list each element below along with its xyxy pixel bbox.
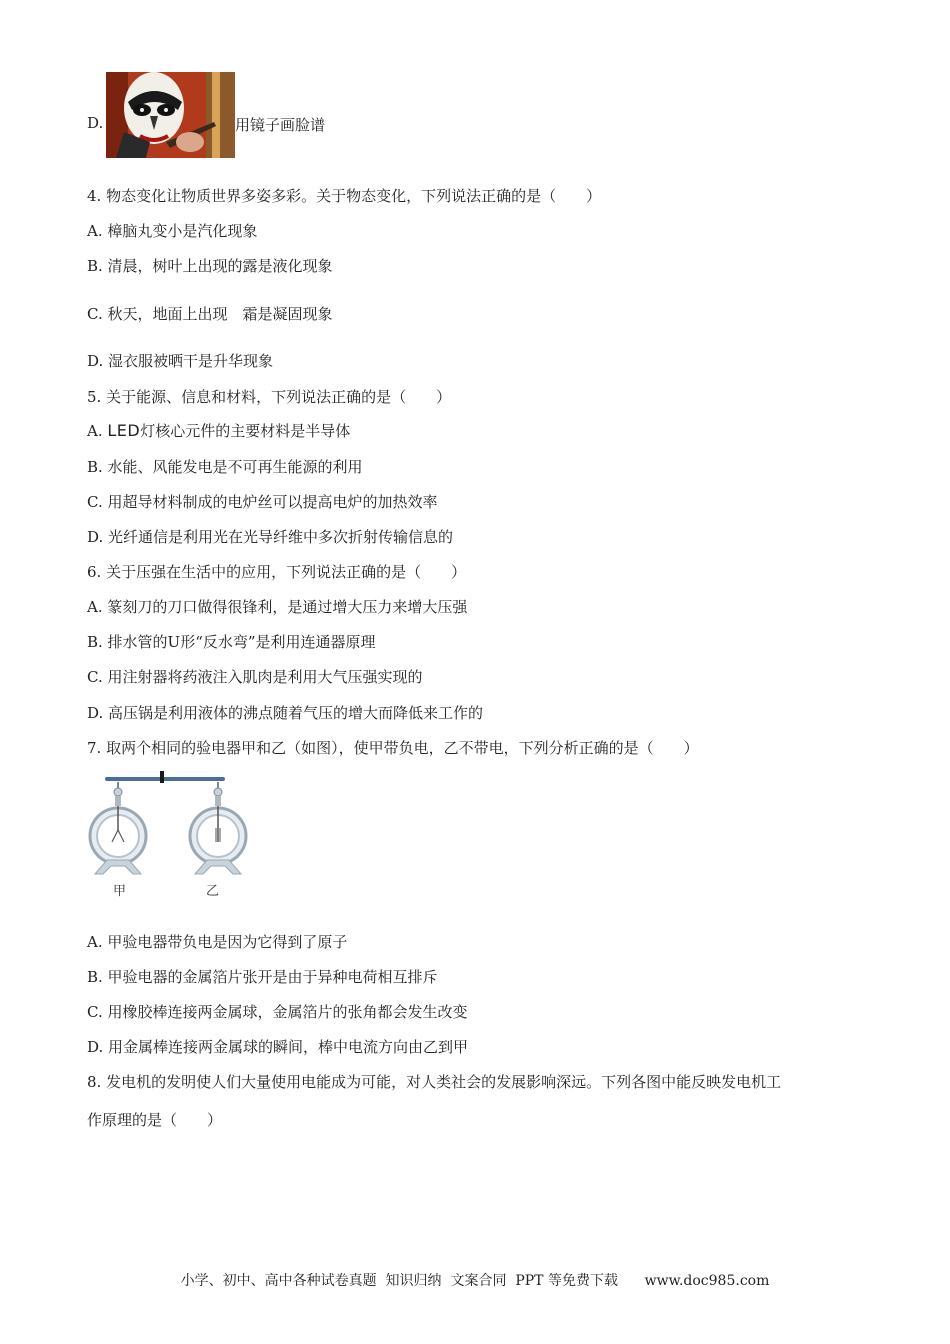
q4-option-c: C. 秋天，地面上出现 霜是凝固现象 xyxy=(87,305,333,323)
q5-stem: 5. 关于能源、信息和材料，下列说法正确的是（ ） xyxy=(87,388,452,406)
q7-option-a: A. 甲验电器带负电是因为它得到了原子 xyxy=(87,933,348,951)
electroscope-right-icon xyxy=(190,782,246,874)
electroscope-label-yi: 乙 xyxy=(206,884,220,899)
electroscope-label-jia: 甲 xyxy=(113,884,127,899)
q7-option-c: C. 用橡胶棒连接两金属球，金属箔片的张角都会发生改变 xyxy=(87,1003,468,1021)
q4-option-d: D. 湿衣服被晒干是升华现象 xyxy=(87,352,274,370)
footer-text: 小学、初中、高中各种试卷真题 知识归纳 文案合同 PPT 等免费下载 xyxy=(180,1273,618,1289)
q4-stem: 4. 物态变化让物质世界多姿多彩。关于物态变化，下列说法正确的是（ ） xyxy=(87,187,602,205)
q6-option-b: B. 排水管的U形“反水弯”是利用连通器原理 xyxy=(87,633,376,651)
q6-stem: 6. 关于压强在生活中的应用，下列说法正确的是（ ） xyxy=(87,563,467,581)
electroscope-left-icon xyxy=(90,782,146,874)
q7-option-d: D. 用金属棒连接两金属球的瞬间，棒中电流方向由乙到甲 xyxy=(87,1038,469,1056)
footer-url[interactable]: www.doc985.com xyxy=(644,1273,770,1289)
q8-stem-line2: 作原理的是（ ） xyxy=(87,1111,223,1129)
electroscope-figure xyxy=(87,770,252,898)
q5-option-a-led: LED xyxy=(107,421,141,440)
q6-option-c: C. 用注射器将药液注入肌肉是利用大气压强实现的 xyxy=(87,668,423,686)
q5-option-c: C. 用超导材料制成的电炉丝可以提高电炉的加热效率 xyxy=(87,493,438,511)
face-painting-photo xyxy=(106,72,235,158)
q5-option-a xyxy=(87,421,350,441)
q4-option-b: B. 清晨，树叶上出现的露是液化现象 xyxy=(87,257,333,275)
q5-option-d: D. 光纤通信是利用光在光导纤维中多次折射传输信息的 xyxy=(87,528,454,546)
q7-option-b: B. 甲验电器的金属箔片张开是由于异种电荷相互排斥 xyxy=(87,968,438,986)
page-footer xyxy=(0,1270,950,1290)
q7-stem: 7. 取两个相同的验电器甲和乙（如图），使甲带负电，乙不带电，下列分析正确的是（ ） xyxy=(87,739,699,757)
q5-option-a-prefix: A. xyxy=(87,422,108,440)
q8-stem-line1: 8. 发电机的发明使人们大量使用电能成为可能，对人类社会的发展影响深远。下列各图中能反映发电机工 xyxy=(87,1073,782,1091)
q6-option-d: D. 高压锅是利用液体的沸点随着气压的增大而降低来工作的 xyxy=(87,704,484,722)
q3-option-d-label: D. xyxy=(87,114,104,132)
q4-option-a: A. 樟脑丸变小是汽化现象 xyxy=(87,222,258,240)
q5-option-a-suffix: 灯核心元件的主要材料是半导体 xyxy=(140,422,351,440)
q3-option-d-text: 用镜子画脸谱 xyxy=(235,116,326,134)
q5-option-b: B. 水能、风能发电是不可再生能源的利用 xyxy=(87,458,363,476)
q6-option-a: A. 篆刻刀的刀口做得很锋利，是通过增大压力来增大压强 xyxy=(87,598,468,616)
